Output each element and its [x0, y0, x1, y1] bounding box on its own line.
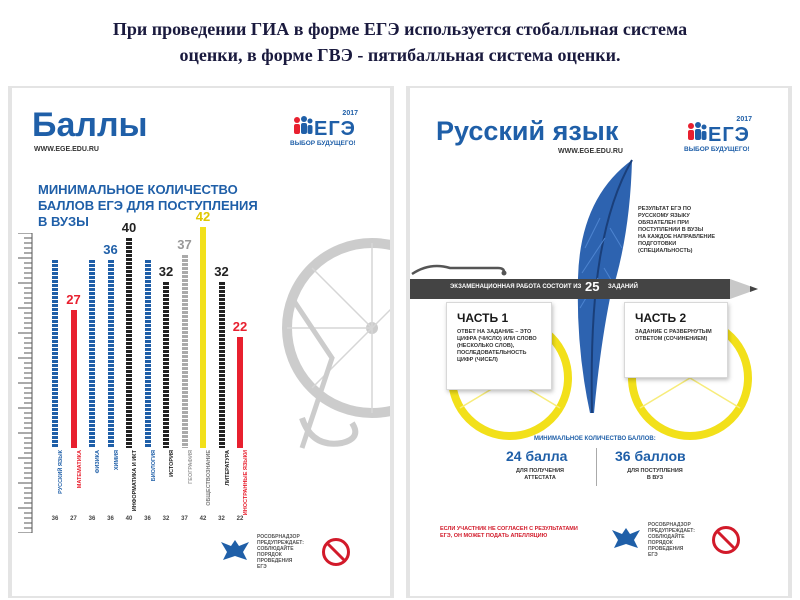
subject-score-footer: 36: [107, 516, 114, 522]
subject-score-footer: 36: [51, 516, 59, 522]
part-1-card: [446, 302, 552, 390]
bar-3: [89, 260, 95, 448]
bar-value-label: 36: [103, 242, 118, 257]
subject-label: ИНОСТРАННЫЕ ЯЗЫКИ: [243, 450, 249, 516]
poster-right-title: Русский язык: [436, 116, 619, 146]
poster-left-title: Баллы: [32, 106, 148, 144]
bar-value-label: 32: [214, 264, 229, 279]
ege-figures-icon: [686, 122, 708, 142]
score-university: 36 баллов: [615, 448, 686, 464]
scores-divider: [596, 448, 597, 486]
bar-7: [163, 282, 169, 448]
score-certificate: 24 балла: [506, 448, 568, 464]
bicycle-wheel-decoration: [272, 218, 390, 468]
bar-4: [108, 260, 114, 448]
pencil-text-b: ЗАДАНИЙ: [608, 284, 638, 290]
ege-logo-left: [290, 110, 370, 152]
subject-score-footer: 42: [199, 516, 207, 522]
subject-score-footer: 27: [70, 516, 77, 522]
subject-score-footer: 32: [162, 516, 170, 522]
eagle-emblem-icon: [608, 524, 644, 554]
score-university-note: ДЛЯ ПОСТУПЛЕНИЯ В ВУЗ: [627, 468, 683, 481]
subject-score-footer: 37: [181, 516, 188, 522]
bar-8: [182, 255, 188, 449]
eagle-emblem-icon: [217, 536, 253, 566]
bar-value-label: 37: [177, 236, 192, 252]
handlebar-decoration: [410, 260, 510, 280]
rosobrnadzor-text-right: РОСОБРНАДЗОР ПРЕДУПРЕЖДАЕТ: СОБЛЮДАЙТЕ ПОРЯДОК ПРОВЕДЕНИЯ ЕГЭ: [648, 522, 695, 558]
no-phone-sign-icon: [712, 526, 740, 554]
ege-logo-year: 2017: [342, 110, 358, 117]
part-2-card: [624, 302, 728, 378]
subject-label: ФИЗИКА: [95, 450, 101, 474]
bar-value-label: 27: [66, 291, 81, 307]
bar-value-label: 22: [232, 319, 248, 334]
no-phone-sign-icon: [322, 538, 350, 566]
ege-logo-word: ЕГЭ: [708, 124, 750, 146]
appeal-note: ЕСЛИ УЧАСТНИК НЕ СОГЛАСЕН С РЕЗУЛЬТАТАМИ ЕГЭ, ОН МОЖЕТ ПОДАТЬ АПЕЛЛЯЦИЮ: [440, 526, 578, 539]
slide-title-line-2: оценки, в форме ГВЭ - пятибалльная система оценки.: [179, 45, 621, 65]
subject-label: БИОЛОГИЯ: [150, 450, 157, 482]
slide-title: [20, 16, 780, 68]
slide-title-line-1: При проведении ГИА в форме ЕГЭ используется стобалльная система: [112, 19, 688, 39]
bar-6: [145, 260, 151, 448]
bar-10: [219, 282, 225, 448]
bar-value-label: 40: [121, 220, 137, 235]
ege-logo-year: 2017: [736, 116, 752, 123]
subject-score-footer: 32: [218, 516, 225, 522]
score-certificate-note: ДЛЯ ПОЛУЧЕНИЯ АТТЕСТАТА: [515, 468, 565, 481]
subject-score-footer: 36: [144, 516, 151, 522]
subject-label: ОБЩЕСТВОЗНАНИЕ: [206, 450, 212, 506]
min-scores-label: МИНИМАЛЬНОЕ КОЛИЧЕСТВО БАЛЛОВ:: [534, 436, 656, 442]
part-1-text: ОТВЕТ НА ЗАДАНИЕ – ЭТО ЦИФРА (ЧИСЛО) ИЛИ СЛОВО (НЕСКОЛЬКО СЛОВ), ПОСЛЕДОВАТЕЛЬНОСТЬ ЦИФР (ЧИСЕЛ): [457, 329, 537, 363]
bar-5: [126, 238, 132, 448]
poster-min-scores: [12, 88, 390, 596]
part-1-title: ЧАСТЬ 1: [457, 311, 509, 325]
bar-1: [52, 260, 58, 448]
subject-label: ИНФОРМАТИКА И ИКТ: [132, 450, 138, 512]
ege-logo-slogan: ВЫБОР БУДУЩЕГО!: [684, 146, 750, 153]
subject-label: ХИМИЯ: [113, 450, 120, 471]
russian-required-note: РЕЗУЛЬТАТ ЕГЭ ПО РУССКОМУ ЯЗЫКУ ОБЯЗАТЕЛЕН ПРИ ПОСТУПЛЕНИИ В ВУЗЫ НА КАЖДОЕ НАПРАВЛЕНИЕ ПОДГОТОВКИ (СПЕЦИАЛЬНОСТЬ): [638, 206, 716, 254]
subject-label: МАТЕМАТИКА: [76, 450, 83, 489]
bar-value-label: 42: [195, 209, 211, 224]
ege-logo-right: [684, 116, 764, 158]
min-scores-heading-line-3: В ВУЗЫ: [38, 214, 89, 229]
subject-label: РУССКИЙ ЯЗЫК: [58, 450, 64, 494]
min-scores-heading-line-1: МИНИМАЛЬНОЕ КОЛИЧЕСТВО: [38, 182, 238, 197]
subject-score-footer: 22: [236, 516, 244, 522]
subject-score-footer: 36: [88, 516, 96, 522]
ege-logo-word: ЕГЭ: [314, 118, 356, 140]
bar-9: [200, 227, 206, 448]
poster-left-site: WWW.EGE.EDU.RU: [34, 146, 99, 153]
subject-score-footer: 40: [125, 516, 133, 522]
bar-value-label: 32: [158, 264, 174, 279]
ege-logo-slogan: ВЫБОР БУДУЩЕГО!: [290, 140, 356, 147]
subject-label: ЛИТЕРАТУРА: [224, 450, 231, 486]
bar-2: [71, 310, 77, 449]
ruler-scale: [16, 233, 34, 533]
subject-label: ИСТОРИЯ: [169, 450, 175, 477]
part-2-title: ЧАСТЬ 2: [635, 311, 687, 325]
pencil-text-a: ЭКЗАМЕНАЦИОННАЯ РАБОТА СОСТОИТ ИЗ: [450, 284, 582, 290]
rosobrnadzor-text-left: РОСОБРНАДЗОР ПРЕДУПРЕЖДАЕТ: СОБЛЮДАЙТЕ ПОРЯДОК ПРОВЕДЕНИЯ ЕГЭ: [257, 534, 304, 570]
poster-russian-language: [410, 88, 788, 596]
poster-right-site: WWW.EGE.EDU.RU: [558, 148, 623, 155]
ege-figures-icon: [292, 116, 314, 136]
part-2-text: ЗАДАНИЕ С РАЗВЕРНУТЫМ ОТВЕТОМ (СОЧИНЕНИЕМ): [635, 329, 712, 342]
min-scores-heading-line-2: БАЛЛОВ ЕГЭ ДЛЯ ПОСТУПЛЕНИЯ: [38, 198, 258, 213]
bar-11: [237, 337, 243, 448]
pencil-task-count: 25: [585, 279, 600, 294]
subject-label: ГЕОГРАФИЯ: [187, 450, 194, 484]
